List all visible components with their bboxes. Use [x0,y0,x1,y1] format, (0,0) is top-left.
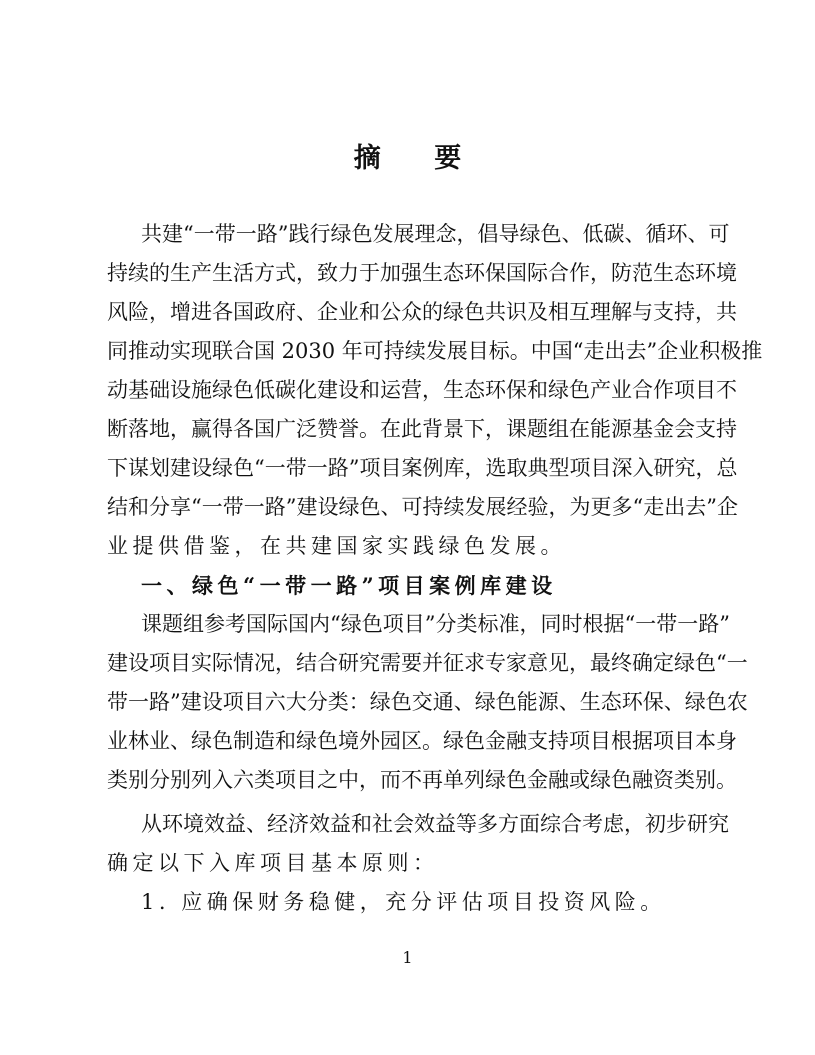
section-heading: 一、绿色“一带一路”项目案例库建设 [141,573,557,598]
text-line: 带一路”建设项目六大分类：绿色交通、绿色能源、生态环保、绿色农 [107,690,748,714]
paragraph-classification [107,605,748,800]
text-line: 共建“一带一路”践行绿色发展理念，倡导绿色、低碳、循环、可 [141,222,730,246]
text-line: 业林业、绿色制造和绿色境外园区。绿色金融支持项目根据项目本身 [107,729,737,753]
text-line: 断落地，赢得各国广泛赞誉。在此背景下，课题组在能源基金会支持 [107,417,737,441]
text-line: 动基础设施绿色低碳化建设和运营，生态环保和绿色产业合作项目不 [107,378,737,402]
text-line: 业提供借鉴，在共建国家实践绿色发展。 [107,534,566,558]
text-line: 课题组参考国际国内“绿色项目”分类标准，同时根据“一带一路” [141,612,730,636]
text-line: 从环境效益、经济效益和社会效益等多方面综合考虑，初步研究 [141,812,729,836]
text-line: 类别分别列入六类项目之中，而不再单列绿色金融或绿色融资类别。 [107,768,737,792]
text-line: 下谋划建设绿色“一带一路”项目案例库，选取典型项目深入研究，总 [107,456,738,480]
list-item [107,883,712,922]
text-line: 建设项目实际情况，结合研究需要并征求专家意见，最终确定绿色“一 [107,651,748,675]
paragraph-intro [107,215,763,566]
text-line: 确定以下入库项目基本原则： [107,851,439,875]
text-line: 1. 应确保财务稳健，充分评估项目投资风险。 [141,890,666,914]
text-line: 风险，增进各国政府、企业和公众的绿色共识及相互理解与支持，共 [107,300,737,324]
text-line: 同推动实现联合国 2030 年可持续发展目标。中国“走出去”企业积极推 [107,339,763,363]
text-line: 持续的生产生活方式，致力于加强生态环保国际合作，防范生态环境 [107,261,737,285]
page-title: 摘 要 [353,143,484,174]
paragraph-principles [107,805,729,883]
document-body [107,215,763,922]
page-number: 1 [402,948,413,967]
text-line: 结和分享“一带一路”建设绿色、可持续发展经验，为更多“走出去”企 [107,495,738,519]
